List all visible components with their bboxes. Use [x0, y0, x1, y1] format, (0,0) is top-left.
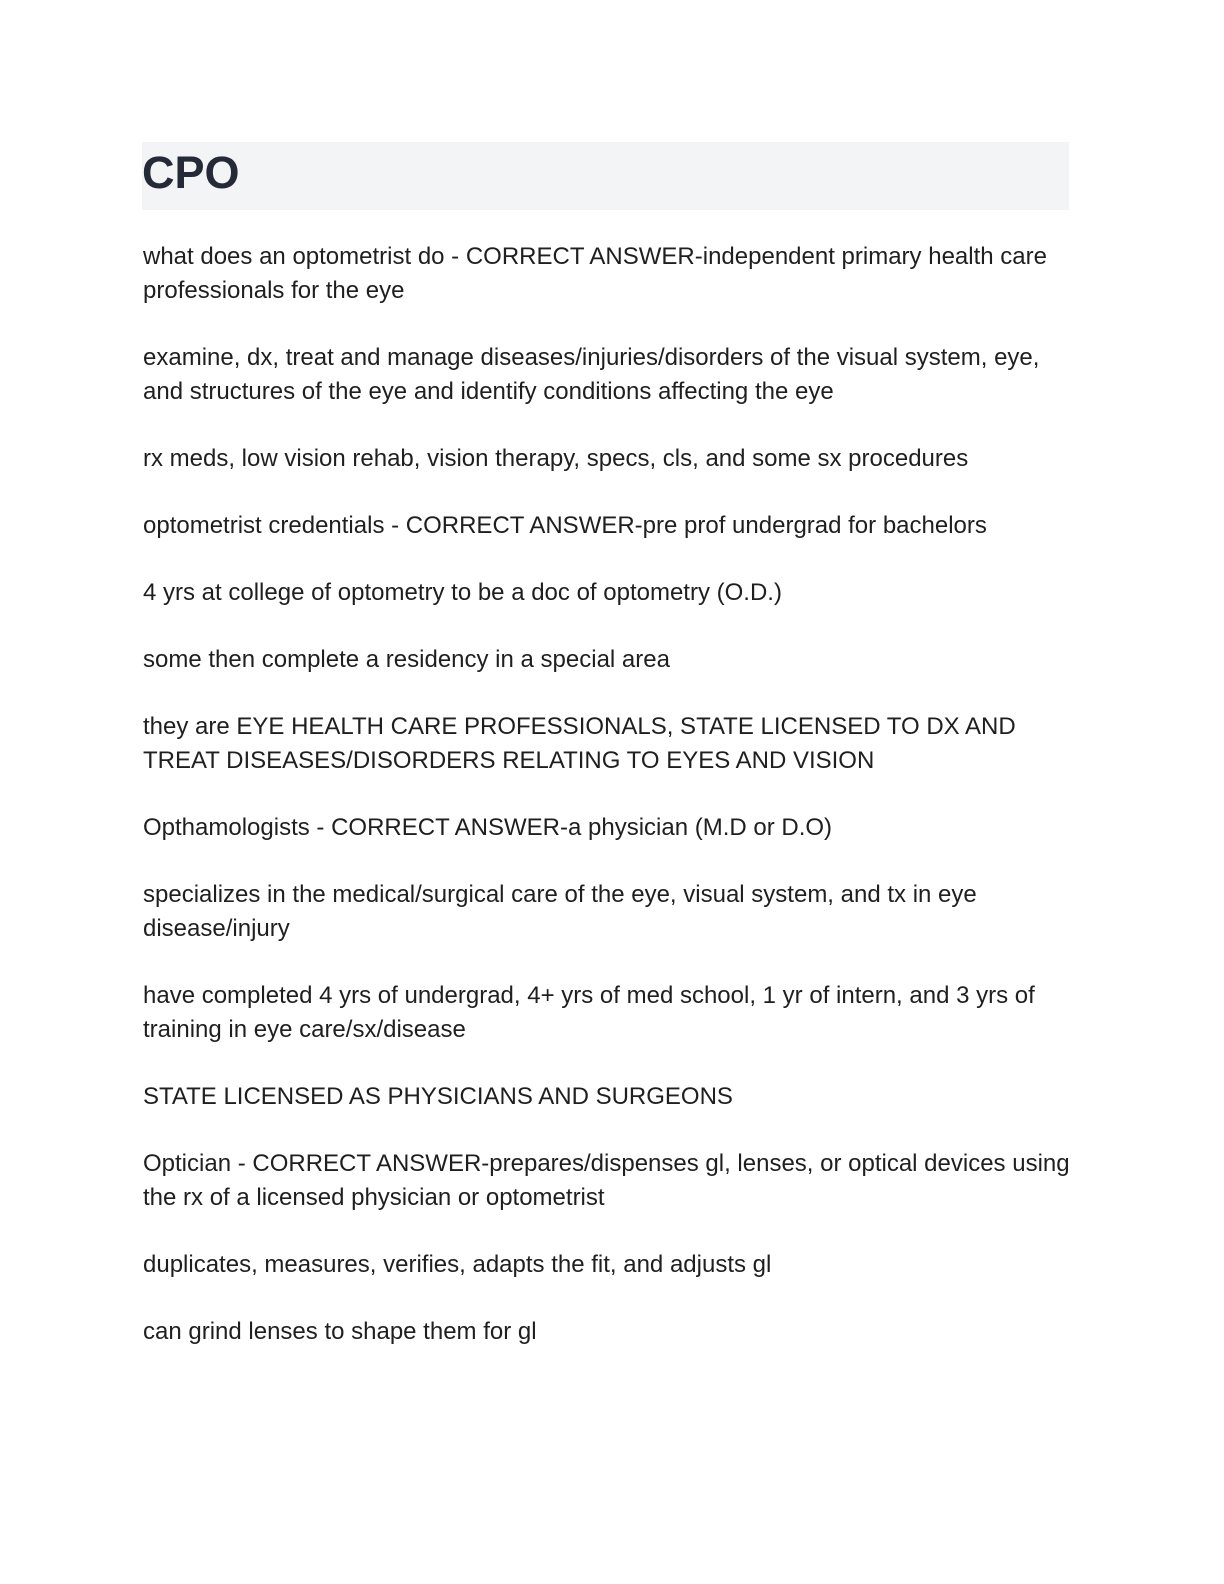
paragraph-optometrist-duties: examine, dx, treat and manage diseases/injuries/disorders of the visual system, eye, and structures of the eye and identify conditions affecting the eye	[143, 344, 1040, 405]
paragraph-optometry-college: 4 yrs at college of optometry to be a doc of optometry (O.D.)	[143, 579, 782, 606]
paragraph-eye-health-professionals: they are EYE HEALTH CARE PROFESSIONALS, STATE LICENSED TO DX AND TREAT DISEASES/DISORDERS RELATING TO EYES AND VISION	[143, 713, 1016, 774]
paragraph-state-licensed: STATE LICENSED AS PHYSICIANS AND SURGEONS	[143, 1083, 733, 1110]
paragraph-ophthalmologist-specialty: specializes in the medical/surgical care of the eye, visual system, and tx in eye disease/injury	[143, 881, 977, 942]
paragraph-optometrist-definition: what does an optometrist do - CORRECT ANSWER-independent primary health care professionals for the eye	[143, 243, 1047, 304]
paragraph-optometrist-credentials: optometrist credentials - CORRECT ANSWER-pre prof undergrad for bachelors	[143, 512, 987, 539]
page-title: CPO	[142, 147, 240, 198]
paragraph-residency: some then complete a residency in a special area	[143, 646, 670, 673]
document-body	[143, 240, 1073, 1382]
paragraph-optician-lenses: can grind lenses to shape them for gl	[143, 1318, 537, 1345]
paragraph-optician-duties: duplicates, measures, verifies, adapts the fit, and adjusts gl	[143, 1251, 772, 1278]
paragraph-optometrist-services: rx meds, low vision rehab, vision therapy, specs, cls, and some sx procedures	[143, 445, 969, 472]
paragraph-ophthalmologist-training: have completed 4 yrs of undergrad, 4+ yrs of med school, 1 yr of intern, and 3 yrs of training in eye care/sx/disease	[143, 982, 1035, 1043]
title-banner	[142, 142, 1069, 210]
paragraph-optician: Optician - CORRECT ANSWER-prepares/dispenses gl, lenses, or optical devices using the rx of a licensed physician or optometrist	[143, 1150, 1070, 1211]
paragraph-ophthalmologists: Opthamologists - CORRECT ANSWER-a physician (M.D or D.O)	[143, 814, 833, 841]
